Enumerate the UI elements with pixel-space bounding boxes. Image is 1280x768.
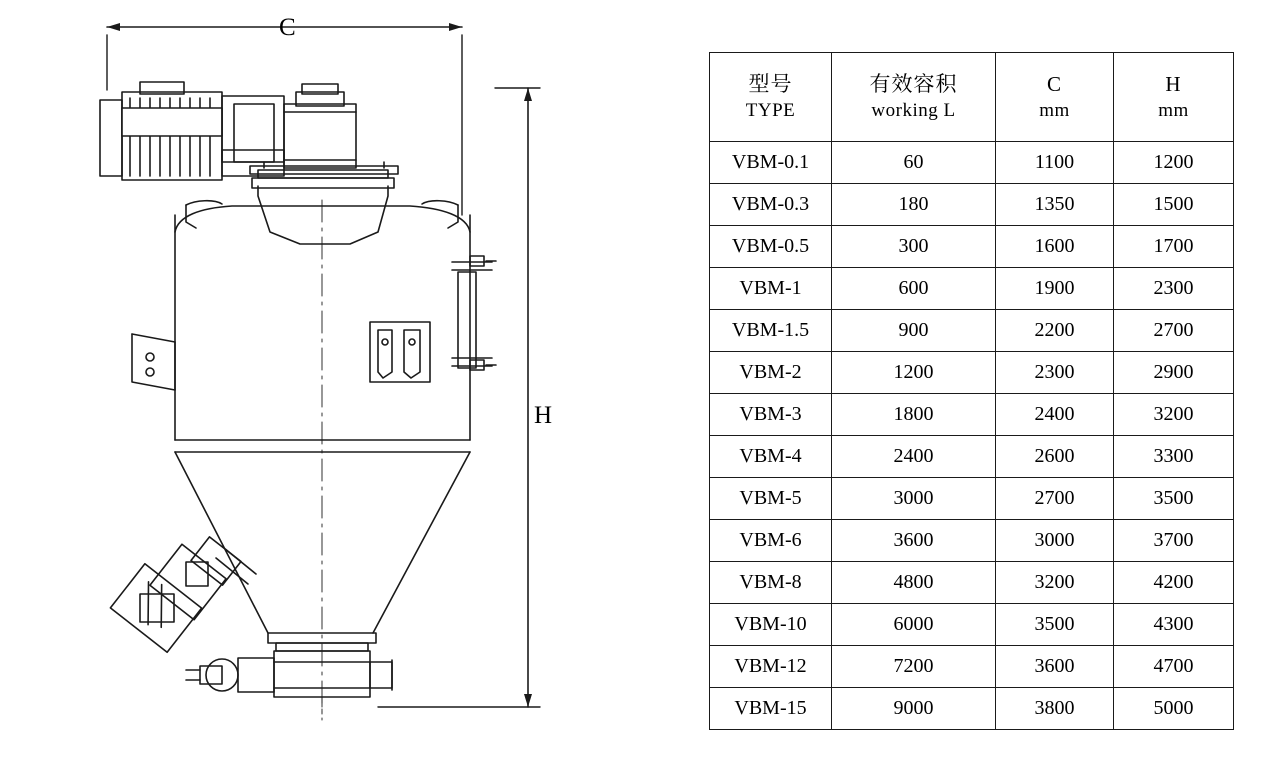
table-header-row xyxy=(710,53,1234,142)
cell-c: 1600 xyxy=(996,226,1114,268)
table-row xyxy=(710,478,1234,520)
column-header-c-symbol: C xyxy=(1046,72,1062,96)
cell-volume: 1200 xyxy=(832,352,996,394)
cell-volume: 180 xyxy=(832,184,996,226)
cell-h: 4700 xyxy=(1114,646,1234,688)
column-header-volume-en: working L xyxy=(871,100,956,122)
table-row xyxy=(710,226,1234,268)
cell-h: 3200 xyxy=(1114,394,1234,436)
table-row xyxy=(710,268,1234,310)
column-header-h xyxy=(1114,53,1234,142)
column-header-type-cn: 型号 xyxy=(748,72,793,96)
specification-table xyxy=(709,52,1234,730)
cell-volume: 2400 xyxy=(832,436,996,478)
cell-h: 1500 xyxy=(1114,184,1234,226)
cell-h: 1200 xyxy=(1114,142,1234,184)
height-dimension-label: H xyxy=(534,402,553,429)
cell-type: VBM-0.1 xyxy=(710,142,832,184)
table-row xyxy=(710,520,1234,562)
cell-type: VBM-15 xyxy=(710,688,832,730)
specification-table-container xyxy=(709,52,1233,730)
cell-c: 2300 xyxy=(996,352,1114,394)
cell-h: 5000 xyxy=(1114,688,1234,730)
column-header-h-symbol: H xyxy=(1165,72,1182,96)
inspection-window xyxy=(370,322,430,382)
cell-h: 2700 xyxy=(1114,310,1234,352)
cell-h: 2300 xyxy=(1114,268,1234,310)
cell-volume: 3600 xyxy=(832,520,996,562)
table-row xyxy=(710,142,1234,184)
sight-glass-level-gauge xyxy=(452,256,496,370)
cell-type: VBM-8 xyxy=(710,562,832,604)
cell-volume: 7200 xyxy=(832,646,996,688)
height-dimension-line xyxy=(378,88,540,707)
cell-type: VBM-1.5 xyxy=(710,310,832,352)
cell-h: 3300 xyxy=(1114,436,1234,478)
cell-type: VBM-4 xyxy=(710,436,832,478)
cell-volume: 4800 xyxy=(832,562,996,604)
cell-c: 2700 xyxy=(996,478,1114,520)
cell-c: 3200 xyxy=(996,562,1114,604)
cell-c: 1900 xyxy=(996,268,1114,310)
cell-type: VBM-2 xyxy=(710,352,832,394)
column-header-c xyxy=(996,53,1114,142)
cell-volume: 600 xyxy=(832,268,996,310)
table-row xyxy=(710,688,1234,730)
cell-h: 3500 xyxy=(1114,478,1234,520)
cell-c: 3000 xyxy=(996,520,1114,562)
cell-c: 2400 xyxy=(996,394,1114,436)
cell-type: VBM-5 xyxy=(710,478,832,520)
column-header-c-unit: mm xyxy=(1039,100,1070,122)
cell-c: 3600 xyxy=(996,646,1114,688)
table-row xyxy=(710,184,1234,226)
table-row xyxy=(710,394,1234,436)
table-row xyxy=(710,352,1234,394)
cell-c: 3500 xyxy=(996,604,1114,646)
cell-type: VBM-10 xyxy=(710,604,832,646)
column-header-type xyxy=(710,53,832,142)
column-header-volume-cn: 有效容积 xyxy=(869,72,958,96)
cell-c: 1350 xyxy=(996,184,1114,226)
table-row xyxy=(710,604,1234,646)
table-row xyxy=(710,562,1234,604)
cell-volume: 300 xyxy=(832,226,996,268)
cell-c: 3800 xyxy=(996,688,1114,730)
cell-volume: 1800 xyxy=(832,394,996,436)
lower-side-drive-motor xyxy=(110,537,256,652)
cell-c: 2600 xyxy=(996,436,1114,478)
cell-h: 4300 xyxy=(1114,604,1234,646)
table-row xyxy=(710,646,1234,688)
cell-h: 1700 xyxy=(1114,226,1234,268)
cell-volume: 6000 xyxy=(832,604,996,646)
cell-type: VBM-3 xyxy=(710,394,832,436)
cell-volume: 9000 xyxy=(832,688,996,730)
cell-h: 3700 xyxy=(1114,520,1234,562)
cell-h: 4200 xyxy=(1114,562,1234,604)
cell-type: VBM-1 xyxy=(710,268,832,310)
table-row xyxy=(710,310,1234,352)
side-mounting-bracket xyxy=(132,334,175,390)
cell-type: VBM-0.3 xyxy=(710,184,832,226)
cell-c: 1100 xyxy=(996,142,1114,184)
bottom-discharge-valve xyxy=(186,633,392,714)
table-body xyxy=(710,142,1234,730)
top-drive-motor-gearbox xyxy=(100,82,398,180)
table-header xyxy=(710,53,1234,142)
column-header-volume xyxy=(832,53,996,142)
cell-type: VBM-12 xyxy=(710,646,832,688)
vessel-body xyxy=(175,200,470,720)
cell-volume: 60 xyxy=(832,142,996,184)
cell-c: 2200 xyxy=(996,310,1114,352)
column-header-type-en: TYPE xyxy=(745,100,796,122)
cell-type: VBM-6 xyxy=(710,520,832,562)
cell-volume: 900 xyxy=(832,310,996,352)
cell-volume: 3000 xyxy=(832,478,996,520)
column-header-h-unit: mm xyxy=(1158,100,1189,122)
cell-h: 2900 xyxy=(1114,352,1234,394)
cell-type: VBM-0.5 xyxy=(710,226,832,268)
table-row xyxy=(710,436,1234,478)
width-dimension-label: C xyxy=(279,14,296,41)
